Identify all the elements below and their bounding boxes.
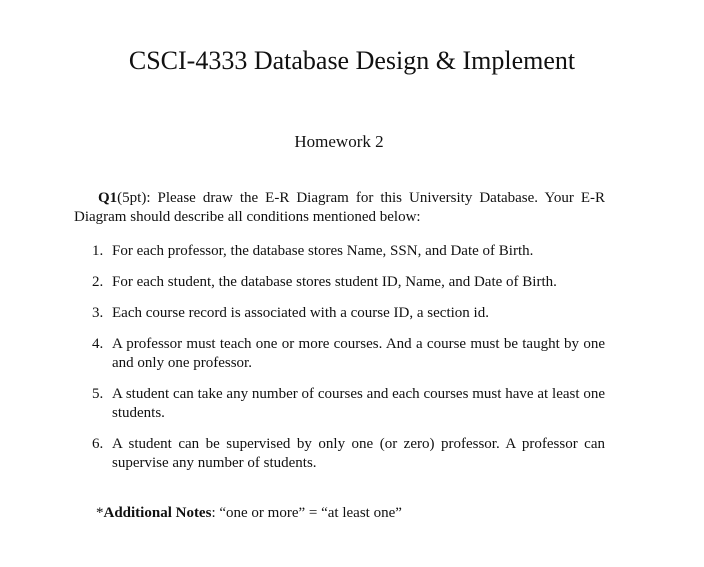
list-item-number: 3.	[92, 305, 104, 321]
list-item	[74, 242, 605, 261]
notes-text: : “one or more” = “at least one”	[211, 505, 402, 521]
notes-asterisk: *	[96, 505, 104, 521]
list-item	[74, 435, 605, 473]
notes-label: Additional Notes	[103, 505, 212, 521]
conditions-list	[74, 242, 605, 485]
list-item-text: A student can be supervised by only one (or zero) professor. A professor can supervise any number of students.	[112, 436, 605, 471]
list-item	[74, 335, 605, 373]
list-item	[74, 273, 605, 292]
question-points: (5pt)	[117, 190, 147, 206]
document-title: CSCI-4333 Database Design & Implement	[128, 46, 576, 75]
question-label: Q1	[98, 190, 118, 206]
list-item	[74, 304, 605, 323]
list-item-number: 5.	[92, 386, 104, 402]
list-item-text: For each student, the database stores student ID, Name, and Date of Birth.	[112, 274, 557, 290]
list-item-number: 6.	[92, 436, 104, 452]
list-item-number: 2.	[92, 274, 104, 290]
document-subtitle: Homework 2	[294, 132, 384, 151]
list-item	[74, 385, 605, 423]
question-text: : Please draw the E-R Diagram for this University Database. Your E-R Diagram should describe all conditions mentioned below:	[74, 190, 605, 225]
additional-notes	[96, 504, 402, 523]
list-item-text: A student can take any number of courses and each courses must have at least one students.	[112, 386, 605, 421]
list-item-text: For each professor, the database stores Name, SSN, and Date of Birth.	[112, 243, 534, 259]
list-item-number: 1.	[92, 243, 104, 259]
list-item-text: Each course record is associated with a course ID, a section id.	[112, 305, 489, 321]
question-prompt	[74, 189, 605, 227]
list-item-number: 4.	[92, 336, 104, 352]
list-item-text: A professor must teach one or more courses. And a course must be taught by one and only one professor.	[112, 336, 605, 371]
